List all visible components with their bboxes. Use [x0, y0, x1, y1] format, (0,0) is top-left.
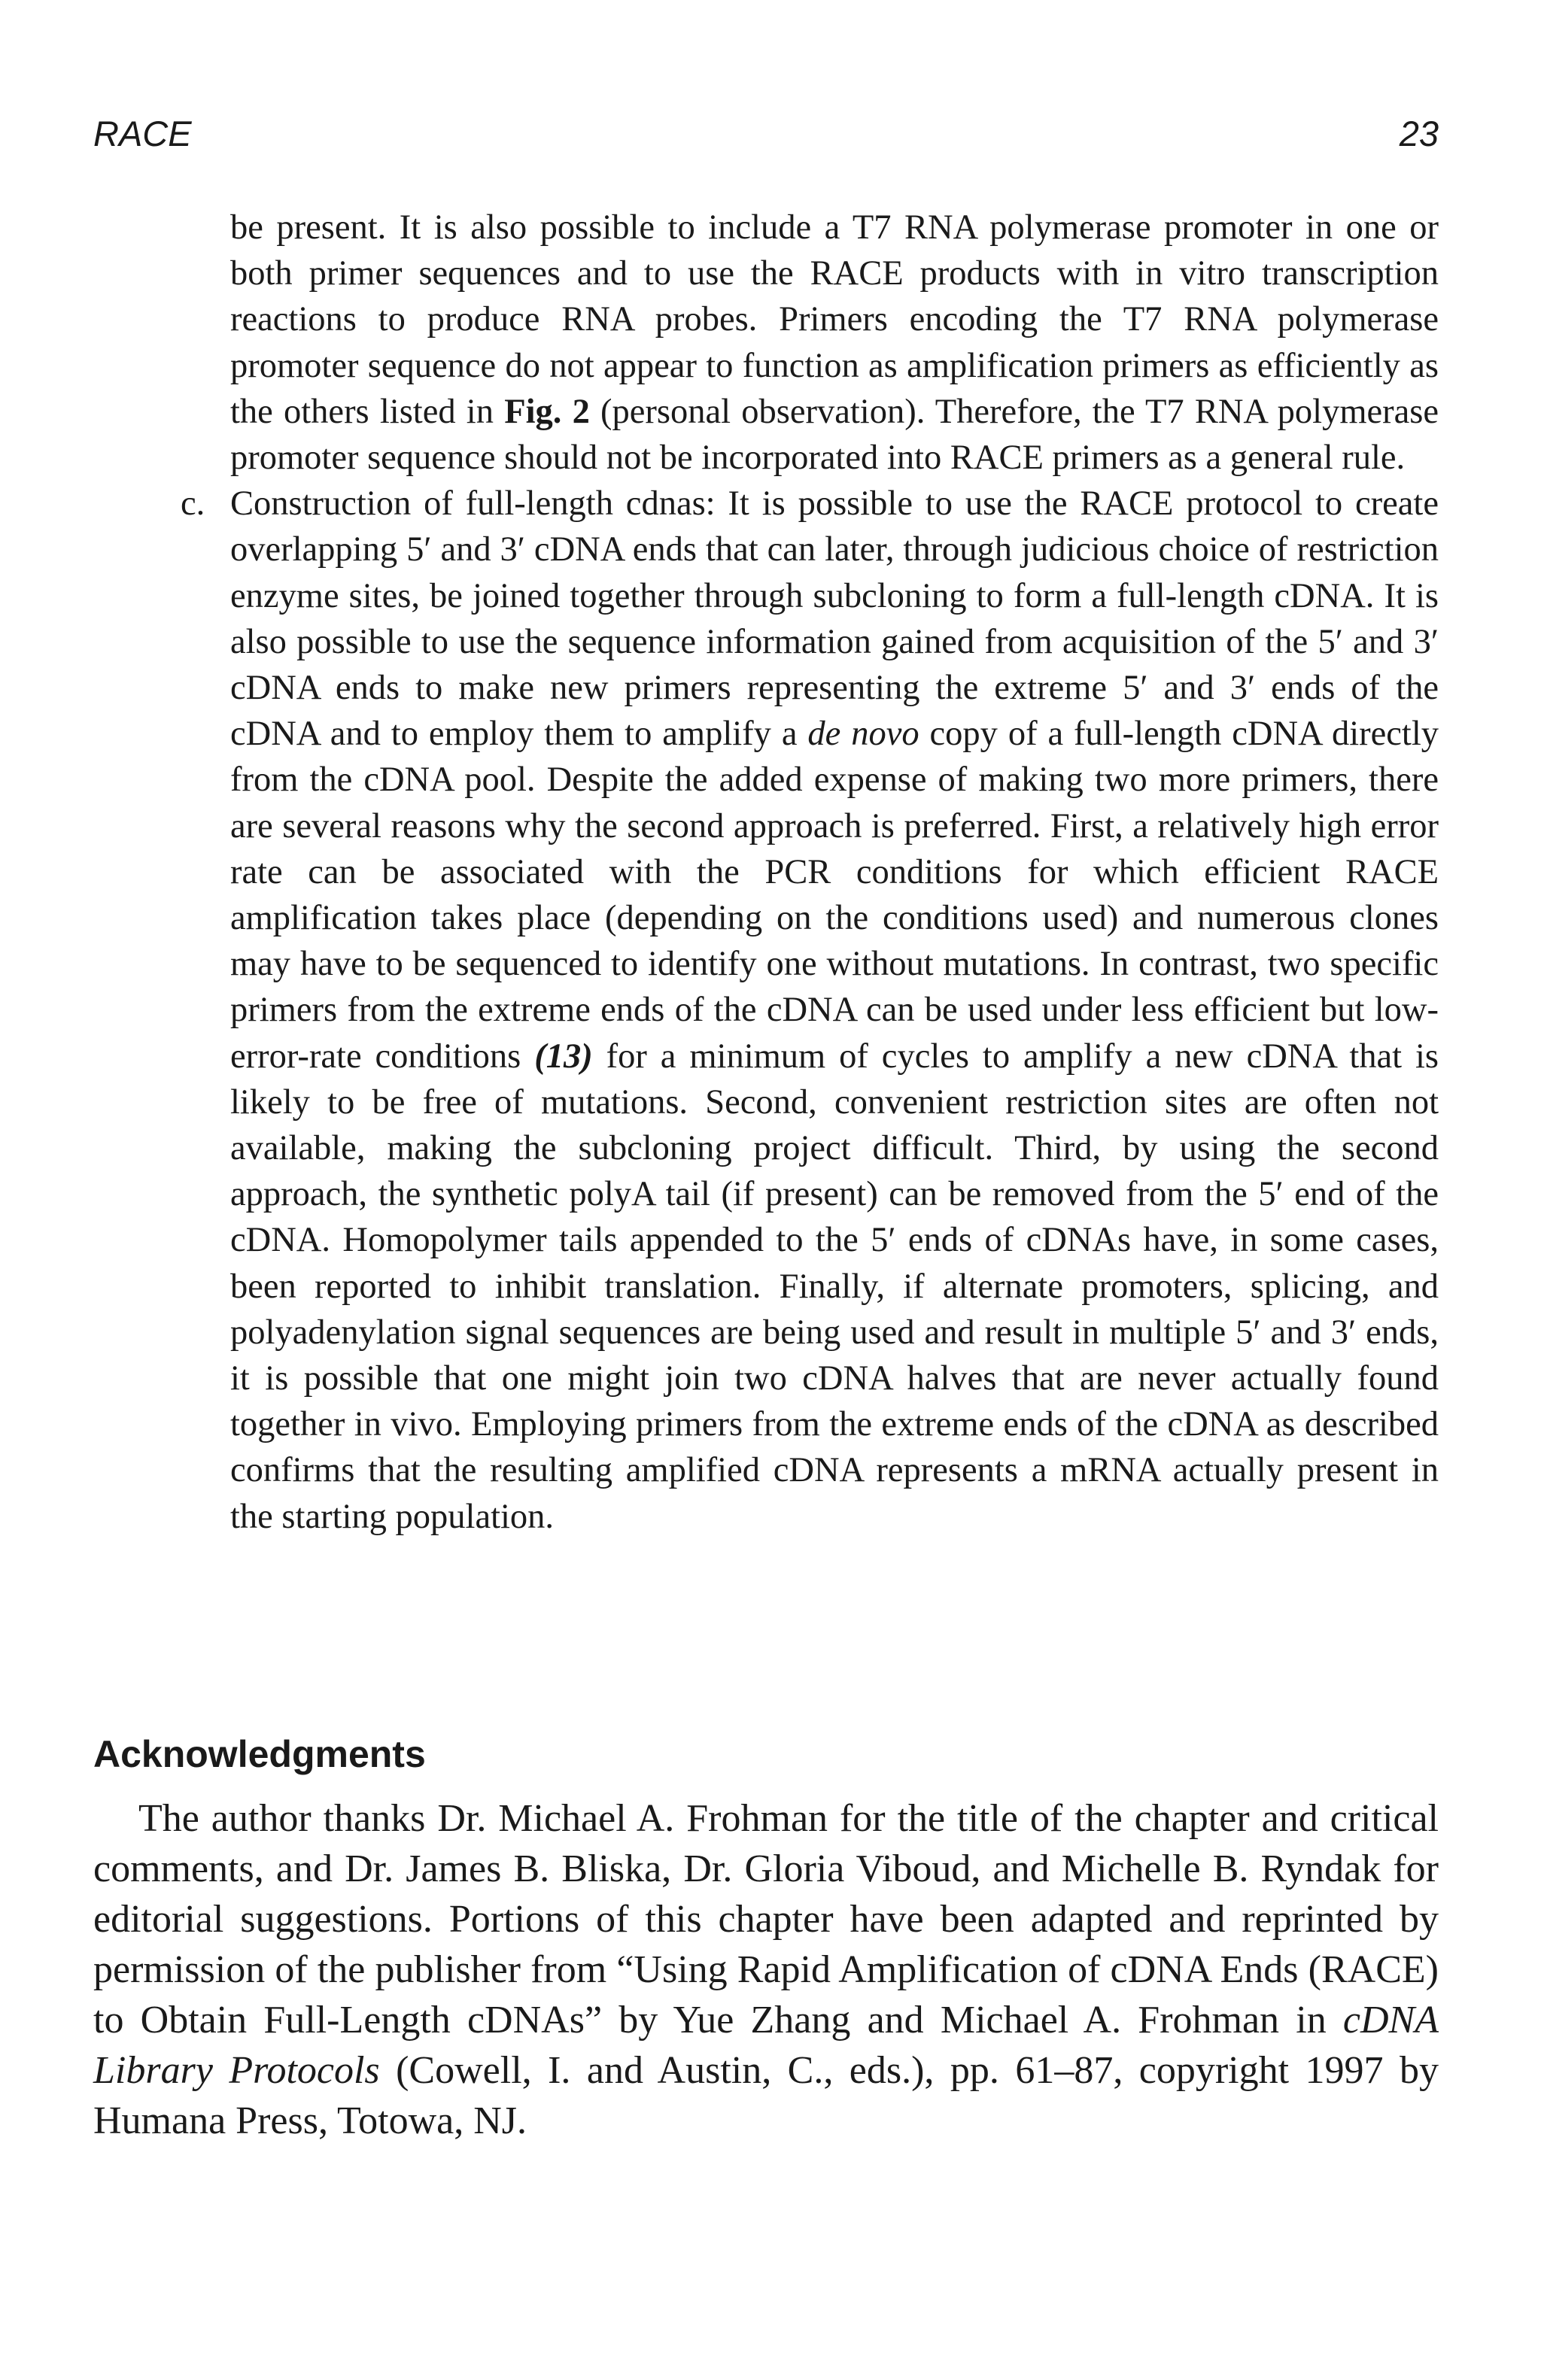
ack-text-1: The author thanks Dr. Michael A. Frohman for the title of the chapter and critical comments, and Dr. James B. Bliska, Dr. Gloria Viboud, and Michelle B. Ryndak for editorial suggestions. Portions of this chapter have been adapted and reprinted by permission of the publisher from “Using Rapid Amplification of cDNA Ends (RACE) to Obtain Full-Length cDNAs” by Yue Zhang and Michael A. Frohman in	[93, 1797, 1439, 2042]
book-title: cDNA Library Protocols	[93, 1999, 1439, 2092]
figure-reference: Fig. 2	[504, 392, 590, 431]
item-c	[181, 481, 1439, 1540]
running-head	[93, 111, 1439, 156]
italic-term: de novo	[807, 715, 919, 754]
acknowledgments-heading: Acknowledgments	[93, 1733, 426, 1775]
acknowledgments-body	[93, 1793, 1439, 2146]
item-c-text-3: for a minimum of cycles to amplify a new cDNA that is likely to be free of mutations. Second, convenient restriction sites are often not available, making the subcloning project difficult. Third, by using the second approach, the synthetic polyA tail (if present) can be removed from the 5′ end of the cDNA. Homopolymer tails appended to the 5′ ends of cDNAs have, in some cases, been reported to inhibit translation. Finally, if alternate promoters, splicing, and polyadenylation signal sequences are being used and result in multiple 5′ and 3′ ends, it is possible that one might join two cDNA halves that are never actually found together in vivo. Employing primers from the extreme ends of the cDNA as described confirms that the resulting amplified cDNA represents a mRNA actually present in the starting population.	[230, 1037, 1439, 1536]
citation-reference: (13)	[534, 1037, 593, 1076]
running-title: RACE	[93, 114, 192, 153]
item-c-text-1: Construction of full-length cdnas: It is possible to use the RACE protocol to create overlapping 5′ and 3′ cDNA ends that can later, through judicious choice of restriction enzyme sites, be joined together through subcloning to form a full-length cDNA. It is also possible to use the sequence information gained from acquisition of the 5′ and 3′ cDNA ends to make new primers representing the extreme 5′ and 3′ ends of the cDNA and to employ them to amplify a	[230, 484, 1439, 754]
item-b-continued	[230, 205, 1439, 481]
item-b-text-1: be present. It is also possible to include a T7 RNA polymerase promoter in one or both primer sequences and to use the RACE products with in vitro transcription reactions to produce RNA probes. Primers encoding the T7 RNA polymerase promoter sequence do not appear to function as amplification primers as efficiently as the others listed in	[230, 208, 1439, 431]
item-c-text	[230, 481, 1439, 1540]
ack-text-2: (Cowell, I. and Austin, C., eds.), pp. 61–87, copyright 1997 by Humana Press, Totowa, NJ.	[93, 2049, 1439, 2142]
list-items	[181, 205, 1439, 1540]
item-c-text-2: copy of a full-length cDNA directly from the cDNA pool. Despite the added expense of making two more primers, there are several reasons why the second approach is preferred. First, a relatively high error rate can be associated with the PCR conditions for which efficient RACE amplification takes place (depending on the conditions used) and numerous clones may have to be sequenced to identify one without mutations. In contrast, two specific primers from the extreme ends of the cDNA can be used under less efficient but low-error-rate conditions	[230, 715, 1439, 1076]
item-c-label: c.	[181, 484, 205, 524]
page-number: 23	[1399, 114, 1439, 153]
item-b-text-2: (personal observation). Therefore, the T7 RNA polymerase promoter sequence should not be incorporated into RACE primers as a general rule.	[230, 392, 1439, 478]
